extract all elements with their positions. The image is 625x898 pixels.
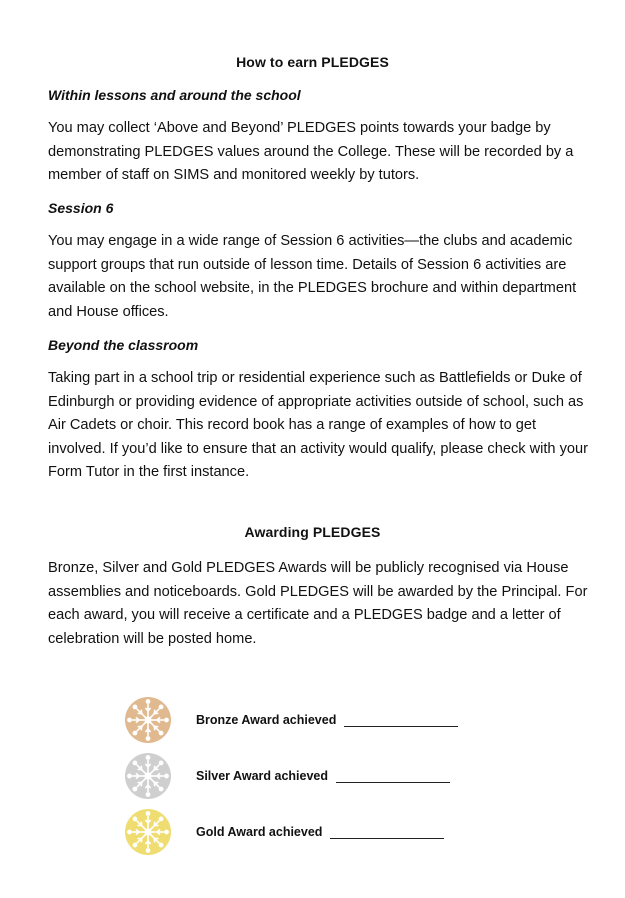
award-row-gold bbox=[124, 807, 444, 857]
silver-signature-line[interactable] bbox=[336, 770, 450, 783]
page-title: How to earn PLEDGES bbox=[236, 54, 389, 70]
bronze-medal-icon bbox=[124, 696, 172, 744]
section-heading-session6: Session 6 bbox=[48, 200, 114, 216]
silver-medal-icon bbox=[124, 752, 172, 800]
award-row-bronze bbox=[124, 695, 458, 745]
bronze-award-label: Bronze Award achieved bbox=[196, 713, 337, 727]
section-heading-beyond: Beyond the classroom bbox=[48, 337, 199, 353]
award-row-silver bbox=[124, 751, 450, 801]
gold-award-label: Gold Award achieved bbox=[196, 825, 323, 839]
section-heading-lessons: Within lessons and around the school bbox=[48, 87, 301, 103]
gold-medal-icon bbox=[124, 808, 172, 856]
awarding-text: Bronze, Silver and Gold PLEDGES Awards will be publicly recognised via House assemblies and noticeboards. Gold PLEDGES will be awarded by the Principal. For each award, you will receive a certificate and a PLEDGES badge and a letter of celebration will be posted home. bbox=[48, 560, 588, 647]
section-text-beyond: Taking part in a school trip or residential experience such as Battlefields or Duke of Edinburgh or providing evidence of appropriate activities outside of school, such as Air Cadets or choir. This record book has a range of examples of how to get involved. If you’d like to ensure that an activity would qualify, please check with your Form Tutor in the first instance. bbox=[48, 370, 588, 481]
section-text-lessons: You may collect ‘Above and Beyond’ PLEDGES points towards your badge by demonstrating PLEDGES values around the College. These will be recorded by a member of staff on SIMS and monitored weekly by tutors. bbox=[48, 120, 574, 184]
bronze-signature-line[interactable] bbox=[344, 714, 458, 727]
gold-signature-line[interactable] bbox=[330, 826, 444, 839]
awarding-heading: Awarding PLEDGES bbox=[244, 524, 381, 540]
section-text-session6: You may engage in a wide range of Session 6 activities—the clubs and academic support groups that run outside of lesson time. Details of Session 6 activities are available on the school website, in the PLEDGES brochure and within department and House offices. bbox=[48, 233, 577, 320]
silver-award-label: Silver Award achieved bbox=[196, 769, 329, 783]
